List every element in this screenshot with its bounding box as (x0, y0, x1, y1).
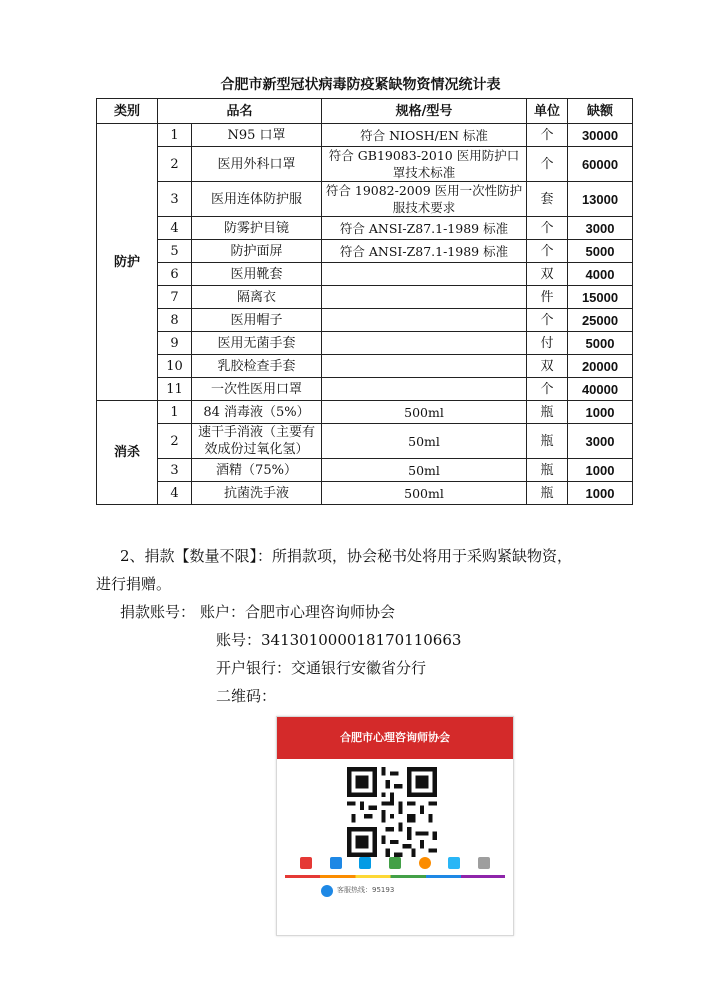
supplies-table (96, 98, 633, 505)
row-unit: 件 (527, 286, 568, 309)
row-name: 抗菌洗手液 (192, 482, 322, 505)
row-unit: 双 (527, 355, 568, 378)
row-no: 5 (158, 240, 192, 263)
qr-card-footer: 客服热线：95193 (337, 886, 395, 894)
table-row (97, 424, 633, 459)
account-number: 账号：341301000018170110663 (216, 631, 462, 649)
row-spec: 符合 NIOSH/EN 标准 (322, 124, 527, 147)
header-category: 类别 (97, 99, 158, 124)
row-amount: 13000 (568, 182, 633, 217)
row-name: 一次性医用口罩 (192, 378, 322, 401)
row-amount: 40000 (568, 378, 633, 401)
row-name: 防护面屏 (192, 240, 322, 263)
app-icon (300, 857, 312, 869)
row-name: 乳胶检查手套 (192, 355, 322, 378)
qr-code-image[interactable] (347, 767, 437, 857)
row-no: 2 (158, 424, 192, 459)
row-spec (322, 263, 527, 286)
row-no: 9 (158, 332, 192, 355)
table-row (97, 240, 633, 263)
table-row (97, 401, 633, 424)
app-icon (330, 857, 342, 869)
row-spec: 500ml (322, 401, 527, 424)
row-amount: 3000 (568, 217, 633, 240)
row-unit: 个 (527, 309, 568, 332)
payment-app-icons (291, 854, 499, 872)
header-amount: 缺额 (568, 99, 633, 124)
donation-line1: 2、捐款【数量不限】：所捐款项，协会秘书处将用于采购紧缺物资， (120, 547, 573, 565)
row-spec: 500ml (322, 482, 527, 505)
row-name: 医用连体防护服 (192, 182, 322, 217)
qr-card (276, 716, 514, 936)
row-unit: 个 (527, 124, 568, 147)
table-row (97, 147, 633, 182)
row-name: 医用无菌手套 (192, 332, 322, 355)
row-no: 3 (158, 459, 192, 482)
row-name: 防雾护目镜 (192, 217, 322, 240)
row-spec: 符合 19082-2009 医用一次性防护服技术要求 (322, 182, 527, 217)
row-spec (322, 378, 527, 401)
account-label: 捐款账号： (120, 603, 196, 621)
row-no: 8 (158, 309, 192, 332)
table-row (97, 182, 633, 217)
row-spec (322, 309, 527, 332)
category-cell: 消杀 (97, 401, 158, 505)
row-spec: 50ml (322, 459, 527, 482)
row-unit: 套 (527, 182, 568, 217)
app-icon (359, 857, 371, 869)
row-name: 医用外科口罩 (192, 147, 322, 182)
row-unit: 瓶 (527, 401, 568, 424)
row-amount: 30000 (568, 124, 633, 147)
row-amount: 5000 (568, 332, 633, 355)
header-name: 品名 (158, 99, 322, 124)
row-name: 84 消毒液（5%） (192, 401, 322, 424)
row-name: N95 口罩 (192, 124, 322, 147)
qr-card-header: 合肥市心理咨询师协会 (277, 717, 513, 759)
row-unit: 个 (527, 217, 568, 240)
row-no: 7 (158, 286, 192, 309)
table-row (97, 459, 633, 482)
donation-line2: 进行捐赠。 (96, 575, 172, 593)
app-icon (389, 857, 401, 869)
table-row (97, 124, 633, 147)
row-name: 医用帽子 (192, 309, 322, 332)
row-unit: 瓶 (527, 459, 568, 482)
row-unit: 个 (527, 240, 568, 263)
row-amount: 25000 (568, 309, 633, 332)
row-spec: 符合 ANSI-Z87.1-1989 标准 (322, 217, 527, 240)
account-holder: 账户：合肥市心理咨询师协会 (200, 603, 396, 621)
app-icon (478, 857, 490, 869)
row-spec: 50ml (322, 424, 527, 459)
color-stripe (285, 875, 505, 878)
row-no: 2 (158, 147, 192, 182)
row-spec (322, 286, 527, 309)
row-amount: 3000 (568, 424, 633, 459)
row-no: 3 (158, 182, 192, 217)
table-row (97, 286, 633, 309)
row-spec: 符合 GB19083-2010 医用防护口罩技术标准 (322, 147, 527, 182)
row-amount: 15000 (568, 286, 633, 309)
row-unit: 个 (527, 147, 568, 182)
row-spec (322, 332, 527, 355)
row-amount: 60000 (568, 147, 633, 182)
row-amount: 5000 (568, 240, 633, 263)
row-no: 10 (158, 355, 192, 378)
account-bank: 开户银行：交通银行安徽省分行 (216, 659, 427, 677)
row-name: 医用靴套 (192, 263, 322, 286)
table-row (97, 217, 633, 240)
row-amount: 4000 (568, 263, 633, 286)
provider-logo-icon (321, 885, 333, 897)
header-unit: 单位 (527, 99, 568, 124)
category-cell: 防护 (97, 124, 158, 401)
app-icon (419, 857, 431, 869)
header-spec: 规格/型号 (322, 99, 527, 124)
table-row (97, 309, 633, 332)
row-amount: 1000 (568, 401, 633, 424)
table-row (97, 332, 633, 355)
row-name: 酒精（75%） (192, 459, 322, 482)
row-amount: 20000 (568, 355, 633, 378)
row-name: 隔离衣 (192, 286, 322, 309)
row-unit: 瓶 (527, 424, 568, 459)
row-unit: 双 (527, 263, 568, 286)
app-icon (448, 857, 460, 869)
row-no: 4 (158, 217, 192, 240)
row-no: 1 (158, 124, 192, 147)
row-spec: 符合 ANSI-Z87.1-1989 标准 (322, 240, 527, 263)
table-row (97, 482, 633, 505)
row-no: 6 (158, 263, 192, 286)
row-spec (322, 355, 527, 378)
row-name: 速干手消液（主要有效成份过氧化氢） (192, 424, 322, 459)
table-row (97, 355, 633, 378)
row-unit: 付 (527, 332, 568, 355)
row-no: 11 (158, 378, 192, 401)
row-amount: 1000 (568, 482, 633, 505)
row-amount: 1000 (568, 459, 633, 482)
row-no: 1 (158, 401, 192, 424)
table-row (97, 263, 633, 286)
table-title: 合肥市新型冠状病毒防疫紧缺物资情况统计表 (220, 77, 501, 93)
row-unit: 个 (527, 378, 568, 401)
row-unit: 瓶 (527, 482, 568, 505)
row-no: 4 (158, 482, 192, 505)
table-row (97, 378, 633, 401)
qr-label: 二维码： (216, 687, 277, 705)
